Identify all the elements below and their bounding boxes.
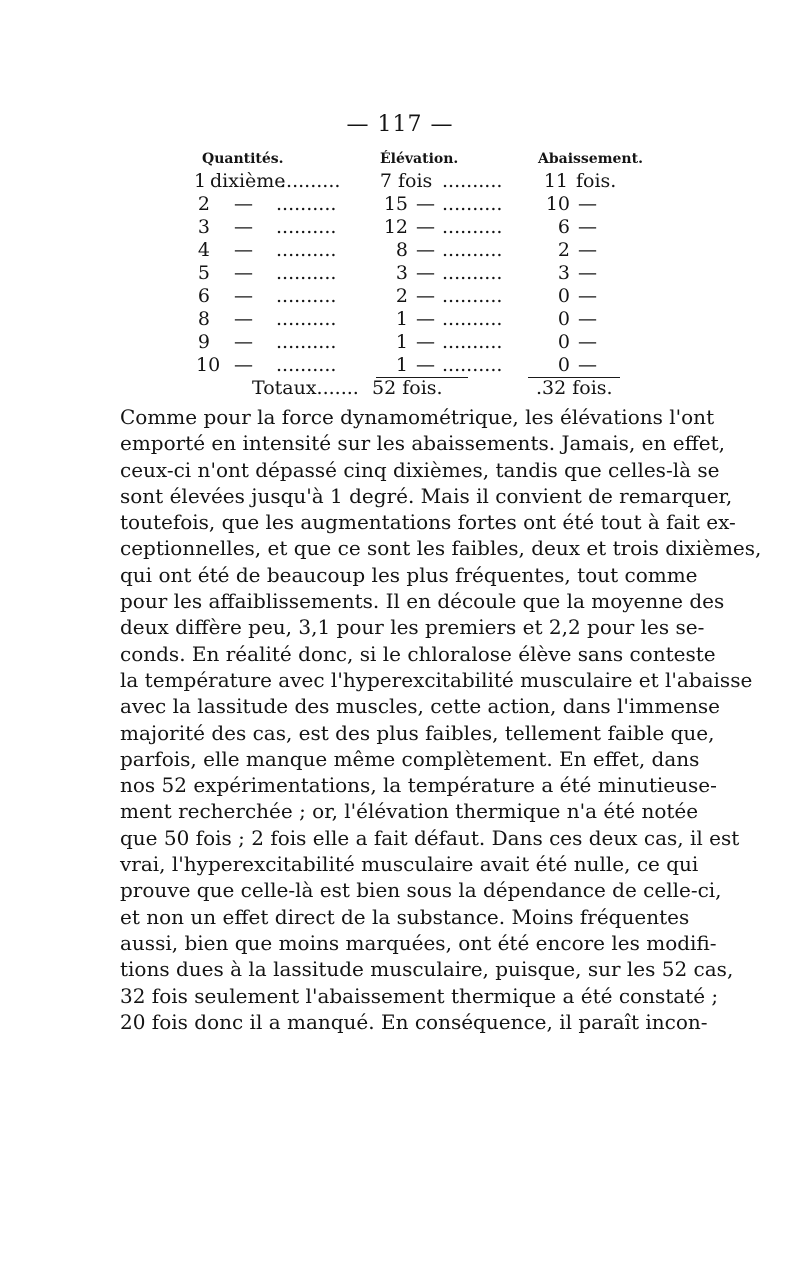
total-elevation: 52 fois.: [372, 377, 443, 399]
elevation-value: 1: [395, 354, 408, 376]
text-line: vrai, l'hyperexcitabilité musculaire avait été nulle, ce qui: [120, 852, 699, 877]
text-line: avec la lassitude des muscles, cette action, dans l'immense: [120, 694, 720, 719]
quantity-value: 2: [197, 193, 210, 215]
leader-dots: ..........: [276, 331, 337, 353]
lowering-dash: —: [578, 354, 597, 376]
elevation-value: 2: [395, 285, 408, 307]
text-line: et non un effet direct de la substance. Moins fréquentes: [120, 904, 690, 929]
text-line: sont élevées jusqu'à 1 degré. Mais il convient de remarquer,: [120, 483, 733, 508]
text-line: emporté en intensité sur les abaissements. Jamais, en effet,: [120, 431, 726, 456]
table-row: [180, 262, 630, 285]
elevation-value: 1: [395, 331, 408, 353]
table-row: [180, 285, 630, 308]
table-row: [180, 216, 630, 239]
lowering-dash: —: [578, 308, 597, 330]
text-line: toutefois, que les augmentations fortes ont été tout à fait ex-: [120, 510, 736, 535]
text-line: Comme pour la force dynamométrique, les élévations l'ont: [120, 405, 715, 429]
quantity-value: 10: [196, 354, 221, 376]
elevation-value: 3: [395, 262, 408, 284]
header-quantities: Quantités.: [202, 151, 284, 167]
header-lowering: Abaissement.: [538, 151, 643, 167]
leader-dots: ..........: [442, 308, 503, 330]
lowering-value: 3: [557, 262, 570, 284]
lowering-dash: —: [578, 216, 597, 238]
quantity-value: 3: [197, 216, 210, 238]
body-paragraph: [120, 404, 762, 1035]
quantity-value: 5: [197, 262, 210, 284]
elevation-dash: —: [416, 331, 435, 353]
leader-dots: ..........: [280, 170, 341, 192]
leader-dots: ..........: [276, 285, 337, 307]
elevation-dash: —: [416, 216, 435, 238]
lowering-dash: —: [578, 193, 597, 215]
leader-dots: ..........: [442, 285, 503, 307]
leader-dots: ..........: [442, 170, 503, 192]
text-line: pour les affaiblissements. Il en découle que la moyenne des: [120, 589, 725, 614]
lowering-dash: —: [578, 331, 597, 353]
elevation-value: 7: [379, 170, 392, 192]
text-line: aussi, bien que moins marquées, ont été encore les modifi-: [120, 930, 717, 955]
elevation-dash: —: [416, 354, 435, 376]
quantity-value: 4: [197, 239, 210, 261]
leader-dots: ..........: [442, 331, 503, 353]
text-line: qui ont été de beaucoup les plus fréquentes, tout comme: [120, 562, 698, 587]
leader-dots: ..........: [276, 216, 337, 238]
table-row: [180, 308, 630, 331]
table-row: [180, 193, 630, 216]
lowering-value: 11: [543, 170, 568, 192]
quantity-value: 6: [197, 285, 210, 307]
total-lowering: .32 fois.: [536, 377, 613, 399]
text-line: prouve que celle-là est bien sous la dépendance de celle-ci,: [120, 878, 722, 903]
lowering-value: 2: [557, 239, 570, 261]
leader-dots: ..........: [276, 308, 337, 330]
text-line: deux diffère peu, 3,1 pour les premiers et 2,2 pour les se-: [120, 615, 705, 640]
text-line: ceptionnelles, et que ce sont les faibles, deux et trois dixièmes,: [120, 536, 762, 561]
text-line: conds. En réalité donc, si le chloralose élève sans conteste: [120, 641, 716, 666]
elevation-dash: —: [416, 308, 435, 330]
lowering-value: 6: [557, 216, 570, 238]
text-line: ceux-ci n'ont dépassé cinq dixièmes, tandis que celles-là se: [120, 457, 720, 482]
elevation-dash: —: [416, 193, 435, 215]
text-line: majorité des cas, est des plus faibles, tellement faible que,: [120, 720, 715, 745]
lowering-value: 10: [545, 193, 570, 215]
table-body: [180, 193, 630, 377]
quantity-dash: —: [234, 285, 253, 307]
text-line: la température avec l'hyperexcitabilité musculaire et l'abaisse: [120, 667, 753, 692]
table-totals: [180, 377, 630, 400]
lowering-value: 0: [557, 308, 570, 330]
elevation-value: 12: [383, 216, 408, 238]
totals-label: Totaux.......: [252, 377, 359, 399]
header-elevation: Élévation.: [380, 151, 459, 167]
leader-dots: ..........: [276, 193, 337, 215]
quantity-unit: dixième: [210, 170, 286, 192]
elevation-dash: —: [416, 285, 435, 307]
quantity-dash: —: [234, 216, 253, 238]
table-row: [180, 239, 630, 262]
quantity-value: 8: [197, 308, 210, 330]
lowering-dash: —: [578, 285, 597, 307]
quantity-dash: —: [234, 331, 253, 353]
table-row: [180, 331, 630, 354]
quantity-dash: —: [234, 354, 253, 376]
text-line: nos 52 expérimentations, la température a été minutieuse-: [120, 773, 717, 798]
table-header: [180, 148, 643, 170]
elevation-value: 8: [395, 239, 408, 261]
leader-dots: ..........: [442, 354, 503, 376]
lowering-dash: —: [578, 262, 597, 284]
leader-dots: ..........: [276, 262, 337, 284]
quantity-dash: —: [234, 193, 253, 215]
quantity-dash: —: [234, 308, 253, 330]
elevation-unit: fois: [398, 170, 433, 192]
elevation-value: 1: [395, 308, 408, 330]
lowering-value: 0: [557, 354, 570, 376]
leader-dots: ..........: [276, 239, 337, 261]
text-line: que 50 fois ; 2 fois elle a fait défaut. Dans ces deux cas, il est: [120, 825, 740, 850]
table-row: [180, 354, 630, 377]
table-row: [180, 170, 630, 193]
text-line: parfois, elle manque même complètement. En effet, dans: [120, 746, 700, 771]
quantity-value: 9: [197, 331, 210, 353]
lowering-dash: —: [578, 239, 597, 261]
leader-dots: ..........: [442, 239, 503, 261]
leader-dots: ..........: [442, 262, 503, 284]
stats-table: [180, 148, 643, 400]
elevation-dash: —: [416, 239, 435, 261]
leader-dots: ..........: [442, 216, 503, 238]
page-number: — 117 —: [346, 112, 454, 137]
leader-dots: ..........: [276, 354, 337, 376]
lowering-value: 0: [557, 285, 570, 307]
quantity-dash: —: [234, 262, 253, 284]
lowering-value: 0: [557, 331, 570, 353]
elevation-dash: —: [416, 262, 435, 284]
quantity-value: 1: [194, 170, 207, 192]
elevation-value: 15: [383, 193, 408, 215]
quantity-dash: —: [234, 239, 253, 261]
leader-dots: ..........: [442, 193, 503, 215]
lowering-unit: fois.: [576, 170, 617, 192]
text-line: 32 fois seulement l'abaissement thermique a été constaté ;: [120, 983, 719, 1008]
text-line: 20 fois donc il a manqué. En conséquence, il paraît incon-: [120, 1009, 708, 1034]
text-line: tions dues à la lassitude musculaire, puisque, sur les 52 cas,: [120, 957, 734, 982]
text-line: ment recherchée ; or, l'élévation thermique n'a été notée: [120, 799, 699, 824]
